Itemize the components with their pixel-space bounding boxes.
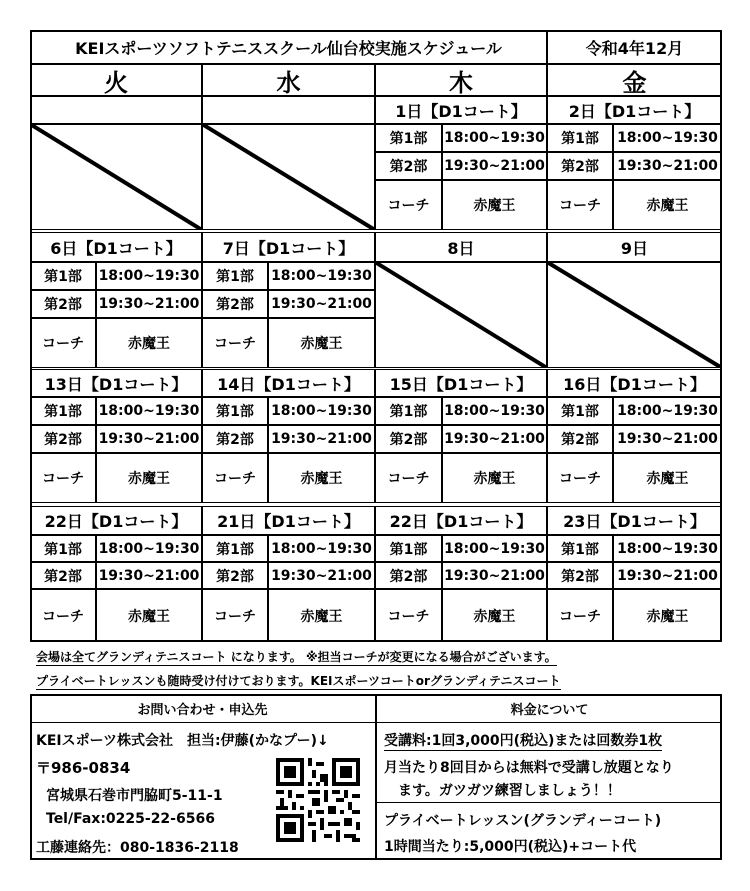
part1-time: 18:00~19:30 — [96, 262, 202, 290]
date-header: 22日【D1コート】 — [30, 506, 202, 535]
date-header: 16日【D1コート】 — [547, 369, 722, 397]
part2-label: 第2部 — [30, 425, 96, 453]
diagonal-slash — [202, 124, 375, 230]
part1-label: 第1部 — [375, 124, 442, 152]
private-lesson-note: プライベートレッスンも随時受け付けております。KEIスポーツコートorグランディテニスコート — [36, 674, 561, 688]
coach-name: 赤魔王 — [613, 589, 722, 642]
date-header: 14日【D1コート】 — [202, 369, 375, 397]
part2-label: 第2部 — [30, 562, 96, 589]
contact-address: 宮城県石巻市門脇町5-11-1 — [46, 788, 223, 804]
part2-time: 19:30~21:00 — [613, 152, 722, 180]
part1-time: 18:00~19:30 — [613, 397, 722, 425]
schedule-title: KEIスポーツソフトテニススクール仙台校実施スケジュール — [30, 30, 547, 64]
part2-time: 19:30~21:00 — [442, 425, 547, 453]
coach-label: コーチ — [375, 453, 442, 503]
contact-kudo-phone: 工藤連絡先：080-1836-2118 — [36, 840, 239, 856]
fees-line-5: 1時間当たり:5,000円(税込)+コート代 — [384, 839, 637, 855]
coach-name: 赤魔王 — [442, 453, 547, 503]
part2-time: 19:30~21:00 — [442, 152, 547, 180]
coach-label: コーチ — [547, 453, 613, 503]
part2-time: 19:30~21:00 — [613, 425, 722, 453]
month-label: 令和4年12月 — [547, 30, 722, 64]
part1-time: 18:00~19:30 — [442, 397, 547, 425]
coach-name: 赤魔王 — [96, 589, 202, 642]
part1-label: 第1部 — [30, 262, 96, 290]
coach-name: 赤魔王 — [442, 589, 547, 642]
coach-name: 赤魔王 — [613, 453, 722, 503]
fees-line-4: プライベートレッスン(グランディーコート) — [384, 813, 662, 829]
part1-label: 第1部 — [547, 535, 613, 562]
part1-label: 第1部 — [547, 397, 613, 425]
coach-label: コーチ — [30, 589, 96, 642]
empty-cell — [30, 96, 202, 124]
coach-name: 赤魔王 — [268, 589, 375, 642]
fees-divider — [377, 802, 722, 803]
part2-label: 第2部 — [547, 152, 613, 180]
fees-header: 料金について — [510, 702, 589, 718]
part1-label: 第1部 — [30, 397, 96, 425]
part2-label: 第2部 — [375, 425, 442, 453]
part1-time: 18:00~19:30 — [442, 124, 547, 152]
empty-cell — [202, 96, 375, 124]
contact-header: お問い合わせ・申込先 — [137, 702, 268, 718]
coach-name: 赤魔王 — [268, 318, 375, 368]
coach-name: 赤魔王 — [96, 318, 202, 368]
day-wed: 水 — [202, 64, 375, 96]
coach-label: コーチ — [547, 589, 613, 642]
fees-line-2: 月当たり8回目からは無料で受講し放題となり — [384, 760, 674, 776]
part1-time: 18:00~19:30 — [442, 535, 547, 562]
part1-label: 第1部 — [202, 262, 268, 290]
date-header: 6日【D1コート】 — [30, 232, 202, 262]
part1-time: 18:00~19:30 — [268, 535, 375, 562]
date-header: 9日 — [547, 232, 722, 262]
date-header: 15日【D1コート】 — [375, 369, 547, 397]
part2-label: 第2部 — [202, 562, 268, 589]
date-header: 8日 — [375, 232, 547, 262]
contact-tel: Tel/Fax:0225-22-6566 — [46, 811, 215, 827]
coach-name: 赤魔王 — [268, 453, 375, 503]
qr-code-icon[interactable] — [276, 758, 360, 842]
part2-label: 第2部 — [202, 425, 268, 453]
fees-line-3: ます。ガツガツ練習しましょう！！ — [398, 783, 621, 799]
coach-label: コーチ — [202, 318, 268, 368]
date-header: 13日【D1コート】 — [30, 369, 202, 397]
diagonal-slash — [375, 262, 547, 368]
coach-label: コーチ — [375, 180, 442, 230]
part1-time: 18:00~19:30 — [96, 397, 202, 425]
coach-name: 赤魔王 — [442, 180, 547, 230]
day-thu: 木 — [375, 64, 547, 96]
diagonal-slash — [30, 124, 202, 230]
part2-label: 第2部 — [30, 290, 96, 318]
contact-company: KEIスポーツ株式会社 担当:伊藤(かなプー)↓ — [36, 733, 329, 749]
date-header: 2日【D1コート】 — [547, 96, 722, 124]
part2-time: 19:30~21:00 — [268, 562, 375, 589]
contact-postal: 〒986-0834 — [36, 759, 131, 777]
date-header: 7日【D1コート】 — [202, 232, 375, 262]
part1-label: 第1部 — [375, 397, 442, 425]
part1-label: 第1部 — [30, 535, 96, 562]
day-tue: 火 — [30, 64, 202, 96]
part1-time: 18:00~19:30 — [613, 535, 722, 562]
date-header: 22日【D1コート】 — [375, 506, 547, 535]
coach-label: コーチ — [547, 180, 613, 230]
part2-time: 19:30~21:00 — [613, 562, 722, 589]
part2-label: 第2部 — [375, 152, 442, 180]
coach-label: コーチ — [202, 453, 268, 503]
part2-time: 19:30~21:00 — [96, 425, 202, 453]
coach-label: コーチ — [30, 318, 96, 368]
venue-note: 会場は全てグランディテニスコート になります。 ※担当コーチが変更になる場合がございます。 — [36, 650, 557, 664]
part2-label: 第2部 — [547, 562, 613, 589]
part2-label: 第2部 — [202, 290, 268, 318]
part2-label: 第2部 — [547, 425, 613, 453]
part1-label: 第1部 — [202, 397, 268, 425]
coach-label: コーチ — [202, 589, 268, 642]
part1-label: 第1部 — [202, 535, 268, 562]
fees-line-1: 受講料:1回3,000円(税込)または回数券1枚 — [384, 730, 662, 751]
part2-time: 19:30~21:00 — [442, 562, 547, 589]
diagonal-slash — [547, 262, 722, 368]
coach-name: 赤魔王 — [96, 453, 202, 503]
date-header: 23日【D1コート】 — [547, 506, 722, 535]
info-header-line — [30, 722, 722, 723]
day-fri: 金 — [547, 64, 722, 96]
date-header: 21日【D1コート】 — [202, 506, 375, 535]
part2-time: 19:30~21:00 — [96, 290, 202, 318]
coach-name: 赤魔王 — [613, 180, 722, 230]
part2-time: 19:30~21:00 — [268, 425, 375, 453]
part1-label: 第1部 — [375, 535, 442, 562]
part2-time: 19:30~21:00 — [268, 290, 375, 318]
part2-time: 19:30~21:00 — [96, 562, 202, 589]
part1-time: 18:00~19:30 — [268, 262, 375, 290]
part2-label: 第2部 — [375, 562, 442, 589]
coach-label: コーチ — [375, 589, 442, 642]
date-header: 1日【D1コート】 — [375, 96, 547, 124]
part1-time: 18:00~19:30 — [268, 397, 375, 425]
part1-time: 18:00~19:30 — [96, 535, 202, 562]
part1-time: 18:00~19:30 — [613, 124, 722, 152]
coach-label: コーチ — [30, 453, 96, 503]
part1-label: 第1部 — [547, 124, 613, 152]
